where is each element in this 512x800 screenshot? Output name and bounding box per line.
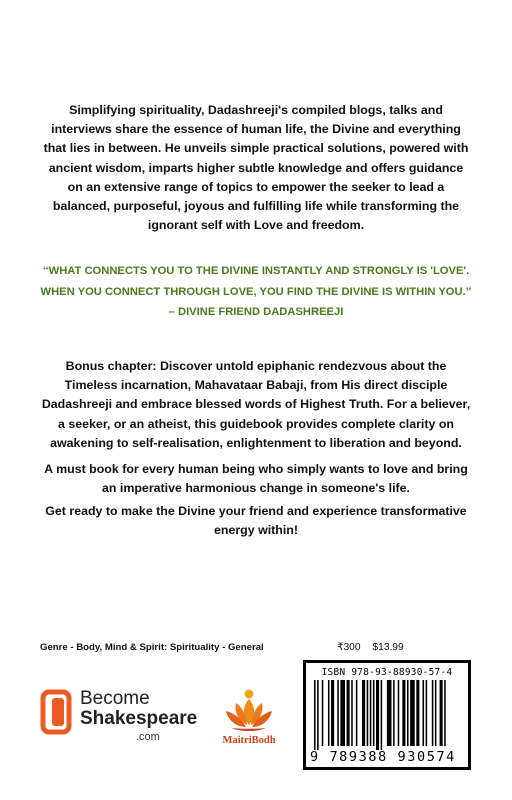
barcode-bar — [337, 680, 339, 746]
isbn-text: ISBN 978-93-88930-57-4 — [321, 667, 453, 678]
become-shakespeare-line2: Shakespeare — [80, 708, 198, 729]
barcode-bar — [444, 680, 446, 746]
barcode-bar — [351, 680, 353, 746]
book-outline-icon — [40, 689, 72, 735]
maitribodh-name: MaitriBodh — [222, 735, 276, 746]
barcode-bar — [367, 680, 369, 746]
barcode-bar — [435, 680, 437, 746]
barcode-bar — [373, 680, 375, 746]
become-shakespeare-logo — [40, 687, 220, 747]
price-inr: ₹300 — [337, 642, 361, 653]
barcode-bar — [432, 680, 434, 746]
isbn-barcode — [303, 660, 471, 770]
barcode-bar — [340, 680, 345, 746]
barcode-bar — [347, 680, 350, 746]
barcode-bar — [416, 680, 419, 746]
quote-text: ‘‘WHAT CONNECTS YOU TO THE DIVINE INSTANTLY AND STRONGLY IS 'LOVE'. WHEN YOU CONNECT THROUGH LOVE, YOU FIND THE DIVINE IS WITHIN YOU.’’ — [40, 265, 472, 298]
barcode-bars — [314, 680, 460, 750]
lotus-icon — [224, 687, 274, 733]
blurb-bonus-chapter: Bonus chapter: Discover untold epiphanic rendezvous about the Timeless incarnation, Mahavataar Babaji, from His direct disciple Dadashreeji and embrace blessed words of Highest Truth. For a believer, a seeker, or an atheist, this guidebook provides complete clarity on awakening to self-realisation, enlightenment to liberation and beyond. — [41, 359, 471, 450]
barcode-bar — [393, 680, 395, 746]
barcode-bar — [402, 680, 405, 746]
barcode-bar — [328, 680, 330, 746]
barcode-bar — [314, 680, 316, 750]
barcode-bar — [322, 680, 324, 746]
barcode-bar — [407, 680, 409, 746]
barcode-bar — [356, 680, 358, 746]
barcode-bar — [398, 680, 400, 746]
barcode-bar — [331, 680, 334, 746]
blurb-get-ready: Get ready to make the Divine your friend and experience transformative energy within! — [45, 504, 467, 538]
barcode-bar — [370, 680, 372, 746]
barcode-bar — [381, 680, 383, 750]
price — [337, 642, 404, 653]
become-shakespeare-line3: .com — [136, 731, 160, 743]
barcode-bar — [440, 680, 443, 746]
barcode-bar — [423, 680, 425, 746]
become-shakespeare-line1: Become — [80, 688, 150, 709]
barcode-digits: 9 789388 930574 — [310, 749, 456, 765]
maitribodh-logo — [214, 687, 284, 751]
quote-attribution: – DIVINE FRIEND DADASHREEJI — [168, 306, 344, 318]
barcode-bar — [410, 680, 415, 746]
barcode-bar — [317, 680, 319, 750]
highlight-quote — [30, 261, 482, 323]
blurb-must-book: A must book for every human being who simply wants to love and bring an imperative harmonious change in someone's life. — [44, 462, 468, 496]
genre-label: Genre - Body, Mind & Spirit: Spirituality - General — [40, 642, 264, 653]
barcode-bar — [387, 680, 392, 746]
blurb-intro: Simplifying spirituality, Dadashreeji's compiled blogs, talks and interviews share the essence of human life, the Divine and everything that lies in between. He unveils simple practical solutions, powered with ancient wisdom, imparts higher subtle knowledge and offers guidance on an extensive range of topics to empower the seeker to lead a balanced, purposeful, joyous and fulfilling life while transforming the ignorant self with Love and freedom. — [43, 103, 469, 233]
barcode-bar — [362, 680, 365, 746]
barcode-bar — [376, 680, 379, 750]
price-usd: $13.99 — [372, 642, 404, 653]
barcode-bar — [426, 680, 428, 746]
